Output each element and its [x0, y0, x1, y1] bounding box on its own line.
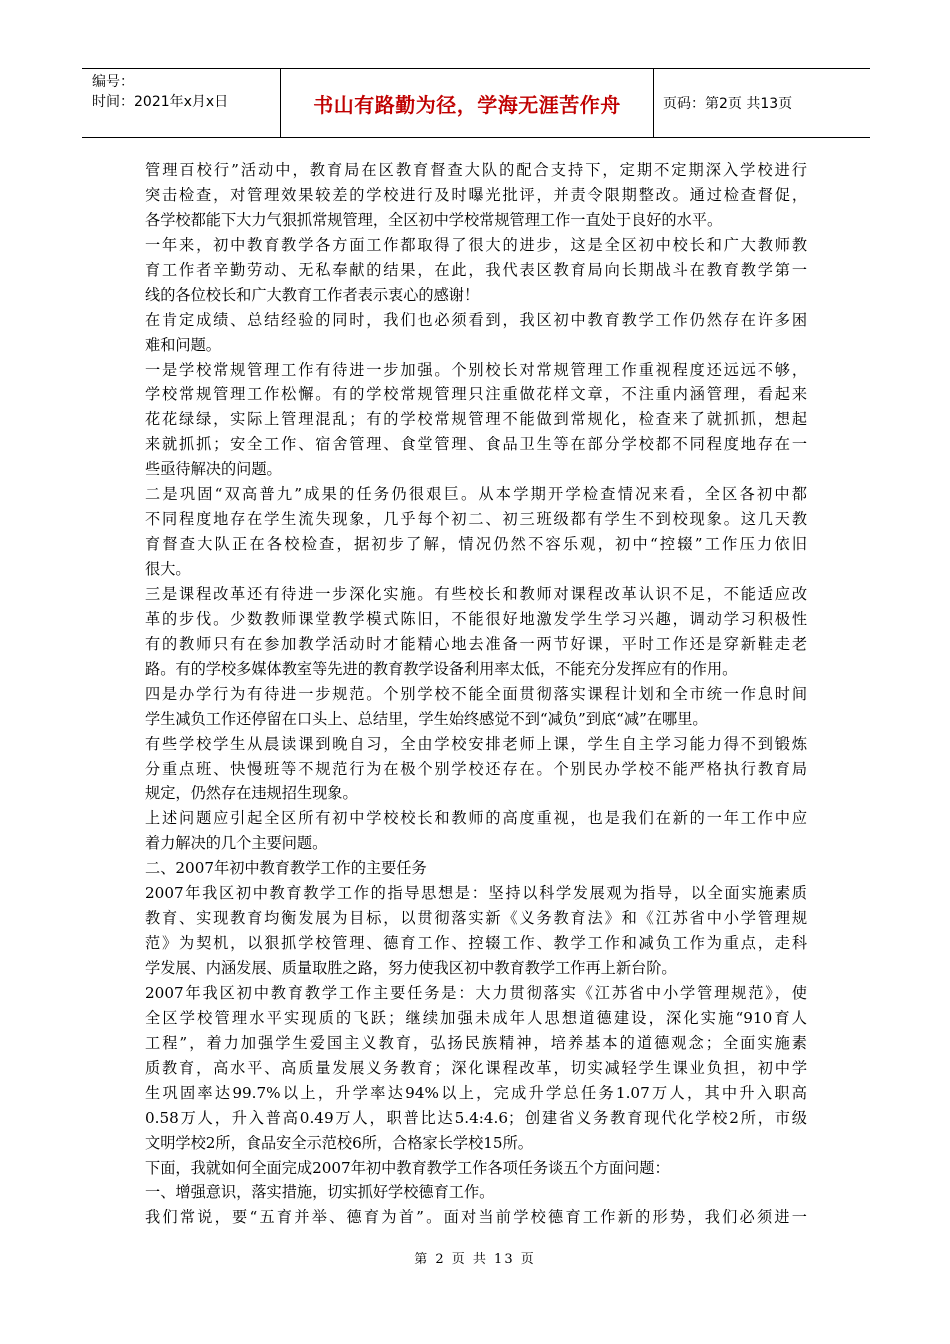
body-text-line: 二是巩固“双高普九”成果的任务仍很艰巨。从本学期开学检查情况来看，全区各初中都 [145, 485, 807, 504]
header-meta-cell [82, 69, 280, 137]
page-header [82, 68, 870, 138]
body-text-line: 些亟待解决的问题。 [145, 460, 282, 479]
body-text-line: 难和问题。 [145, 335, 221, 354]
body-text-line: 各学校都能下大力气狠抓常规管理，全区初中学校常规管理工作一直处于良好的水平。 [145, 210, 723, 229]
body-text-line: 一年来，初中教育教学各方面工作都取得了很大的进步，这是全区初中校长和广大教师教 [145, 235, 807, 254]
body-text-line: 育督查大队正在各校检查，据初步了解，情况仍然不容乐观，初中“控辍”工作压力依旧 [145, 535, 807, 554]
body-text-line: 学发展、内涵发展、质量取胜之路，努力使我区初中教育教学工作再上新台阶。 [145, 959, 677, 977]
body-text-line: 分重点班、快慢班等不规范行为在极个别学校还存在。个别民办学校不能严格执行教育局 [145, 759, 807, 778]
body-text-line: 学校常规管理工作松懈。有的学校常规管理只注重做花样文章，不注重内涵管理，看起来 [145, 385, 807, 404]
header-motto-cell [280, 69, 654, 137]
body-text-line: 有些学校学生从晨读课到晚自习，全由学校安排老师上课，学生自主学习能力得不到锻炼 [145, 734, 807, 753]
body-text-line: 四是办学行为有待进一步规范。个别学校不能全面贯彻落实课程计划和全市统一作息时间 [145, 684, 807, 703]
body-text-line: 来就抓抓；安全工作、宿舍管理、食堂管理、食品卫生等在部分学校都不同程度地存在一 [145, 435, 807, 454]
motto-text: 书山有路勤为径，学海无涯苦作舟 [313, 92, 621, 117]
body-text-line: 质教育，高水平、高质量发展义务教育；深化课程改革，切实减轻学生课业负担，初中学 [145, 1058, 807, 1077]
document-body [145, 158, 807, 1230]
serial-number-label: 编号： [92, 74, 134, 90]
body-text-line: 一、增强意识，落实措施，切实抓好学校德育工作。 [145, 1183, 495, 1202]
body-text-line: 花花绿绿，实际上管理混乱；有的学校常规管理不能做到常规化，检查来了就抓抓，想起 [145, 410, 807, 429]
header-page-cell [653, 69, 870, 137]
body-text-line: 全区学校管理水平实现质的飞跃；继续加强未成年人思想道德建设，深化实施“910育人 [145, 1008, 807, 1027]
date-label: 时间：2021年x月x日 [92, 94, 229, 110]
body-text-line: 育工作者辛勤劳动、无私奉献的结果，在此，我代表区教育局向长期战斗在教育教学第一 [145, 260, 807, 279]
body-text-line: 我们常说，要“五育并举、德育为首”。面对当前学校德育工作新的形势，我们必须进一 [145, 1208, 807, 1227]
body-text-line: 不同程度地存在学生流失现象，几乎每个初二、初三班级都有学生不到校现象。这几天教 [145, 510, 807, 529]
body-text-line: 工程”，着力加强学生爱国主义教育，弘扬民族精神，培养基本的道德观念；全面实施素 [145, 1033, 807, 1052]
body-text-line: 着力解决的几个主要问题。 [145, 834, 328, 853]
body-text-line: 突击检查，对管理效果较差的学校进行及时曝光批评，并责令限期整改。通过检查督促， [145, 185, 807, 204]
body-text-line: 很大。 [145, 560, 191, 578]
body-text-line: 教育、实现教育均衡发展为目标，以贯彻落实新《义务教育法》和《江苏省中小学管理规 [145, 909, 807, 928]
body-text-line: 规定，仍然存在违规招生现象。 [145, 784, 358, 803]
body-text-line: 一是学校常规管理工作有待进一步加强。个别校长对常规管理工作重视程度还远远不够， [145, 360, 807, 379]
body-text-line: 有的教师只有在参加教学活动时才能精心地去准备一两节好课，平时工作还是穿新鞋走老 [145, 634, 807, 653]
page-footer: 第 2 页 共 13 页 [414, 1252, 536, 1267]
body-text-line: 三是课程改革还有待进一步深化实施。有些校长和教师对课程改革认识不足，不能适应改 [145, 584, 807, 603]
body-text-line: 0.58万人，升入普高0.49万人，职普比达5.4:4.6；创建省义务教育现代化学校2所，市级 [145, 1108, 807, 1127]
body-text-line: 2007年我区初中教育教学工作主要任务是：大力贯彻落实《江苏省中小学管理规范》，使 [145, 983, 807, 1002]
body-text-line: 上述问题应引起全区所有初中学校校长和教师的高度重视，也是我们在新的一年工作中应 [145, 809, 807, 828]
body-text-line: 生巩固率达99.7%以上，升学率达94%以上，完成升学总任务1.07万人，其中升入职高 [145, 1083, 807, 1102]
body-text-line: 在肯定成绩、总结经验的同时，我们也必须看到，我区初中教育教学工作仍然存在许多困 [145, 310, 807, 329]
body-text-line: 二、2007年初中教育教学工作的主要任务 [145, 859, 427, 878]
body-text-line: 革的步伐。少数教师课堂教学模式陈旧，不能很好地激发学生学习兴趣，调动学习积极性 [145, 609, 807, 628]
body-text-line: 学生减负工作还停留在口头上、总结里，学生始终感觉不到“减负”到底“减”在哪里。 [145, 709, 708, 728]
body-text-line: 路。有的学校多媒体教室等先进的教育教学设备利用率太低，不能充分发挥应有的作用。 [145, 659, 738, 678]
body-text-line: 管理百校行”活动中，教育局在区教育督查大队的配合支持下，定期不定期深入学校进行 [145, 161, 807, 179]
body-text-line: 文明学校2所，食品安全示范校6所，合格家长学校15所。 [145, 1133, 533, 1152]
body-text-line: 范》为契机，以狠抓学校管理、德育工作、控辍工作、教学工作和减负工作为重点，走科 [145, 934, 807, 953]
body-text-line: 下面，我就如何全面完成2007年初中教育教学工作各项任务谈五个方面问题： [145, 1158, 670, 1177]
body-text-line: 2007年我区初中教育教学工作的指导思想是：坚持以科学发展观为指导，以全面实施素质 [145, 884, 807, 903]
page-number-label: 页码：第2页 共13页 [663, 96, 793, 112]
body-text-line: 线的各位校长和广大教育工作者表示衷心的感谢！ [145, 285, 480, 304]
